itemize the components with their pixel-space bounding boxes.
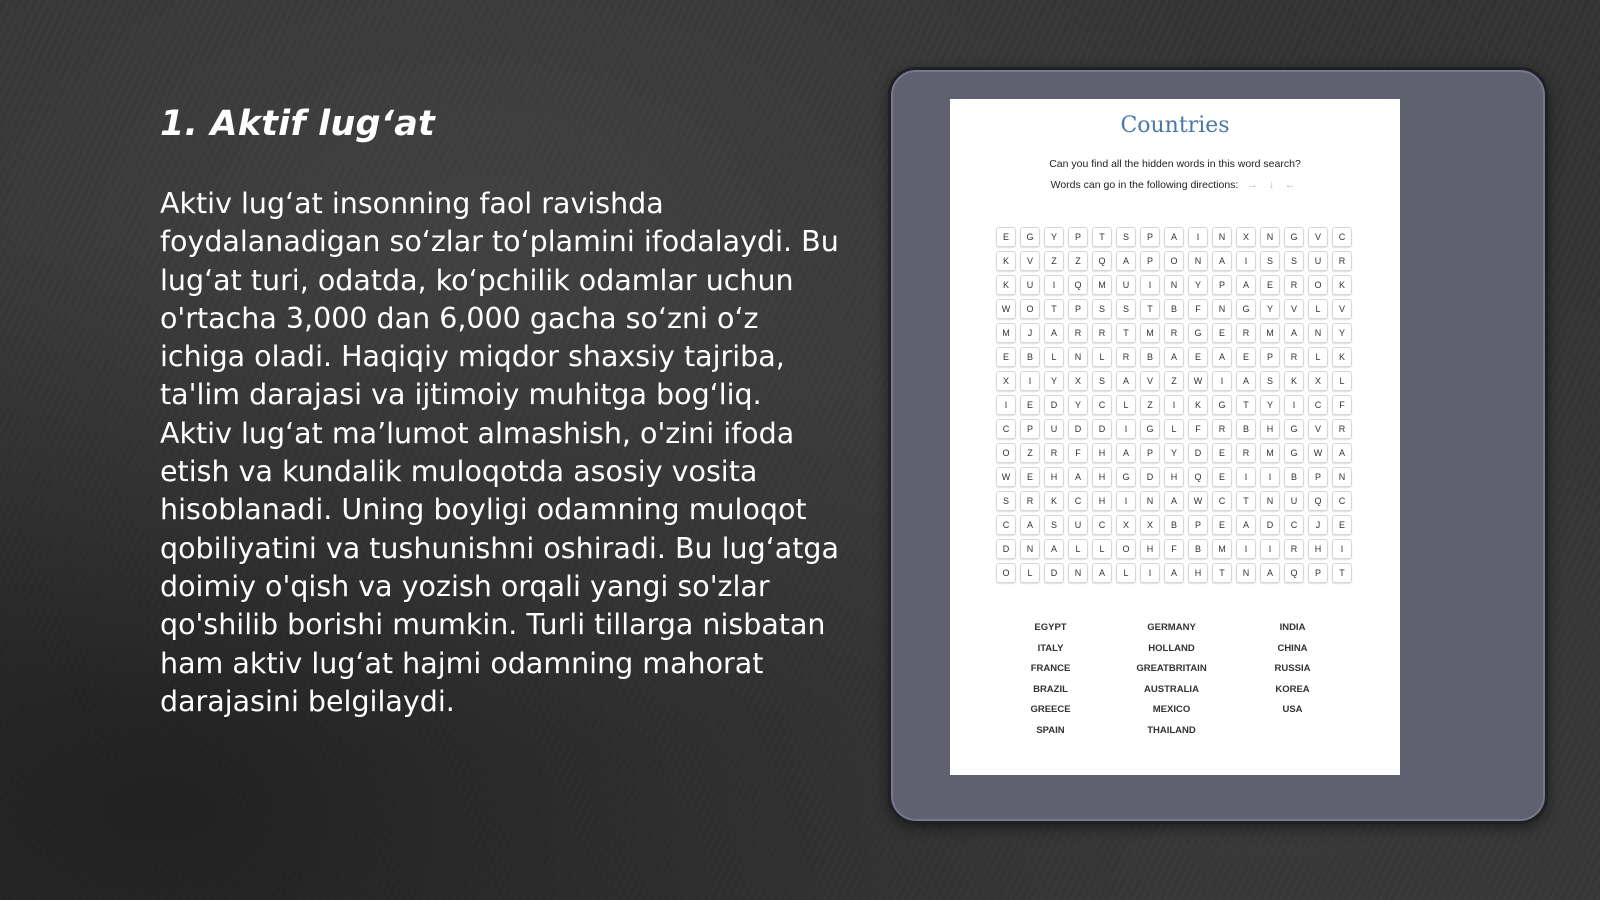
grid-cell: N [1260, 491, 1280, 511]
grid-cell: I [1020, 371, 1040, 391]
grid-cell: C [1212, 491, 1232, 511]
grid-cell: G [1116, 467, 1136, 487]
word-list-item: AUSTRALIA [1144, 683, 1199, 695]
grid-cell: U [1044, 419, 1064, 439]
grid-cell: C [1092, 515, 1112, 535]
grid-cell: L [1116, 395, 1136, 415]
grid-cell: S [1260, 251, 1280, 271]
grid-cell: G [1020, 227, 1040, 247]
grid-cell: S [1044, 515, 1064, 535]
grid-cell: N [1164, 275, 1184, 295]
grid-cell: A [1044, 539, 1064, 559]
grid-cell: X [1308, 371, 1328, 391]
grid-cell: X [996, 371, 1016, 391]
grid-cell: U [1284, 491, 1304, 511]
word-list-item: FRANCE [1030, 663, 1071, 675]
grid-cell: I [1044, 275, 1064, 295]
grid-cell: R [1236, 443, 1256, 463]
grid-cell: A [1164, 491, 1184, 511]
grid-cell: S [1092, 371, 1112, 391]
grid-cell: T [1236, 395, 1256, 415]
grid-cell: C [1332, 227, 1352, 247]
grid-cell: F [1164, 539, 1184, 559]
word-list-item: CHINA [1277, 642, 1308, 654]
grid-cell: R [1284, 275, 1304, 295]
grid-cell: O [1308, 275, 1328, 295]
grid-cell: I [1140, 275, 1160, 295]
grid-cell: I [1236, 539, 1256, 559]
grid-cell: I [1260, 467, 1280, 487]
grid-cell: Y [1332, 323, 1352, 343]
grid-cell: C [1068, 491, 1088, 511]
word-list-item: INDIA [1279, 622, 1306, 633]
grid-cell: Q [1284, 563, 1304, 583]
grid-cell: I [1140, 563, 1160, 583]
grid-cell: A [1020, 515, 1040, 535]
grid-cell: O [1020, 299, 1040, 319]
grid-cell: B [1164, 515, 1184, 535]
grid-cell: P [1068, 227, 1088, 247]
grid-cell: A [1068, 467, 1088, 487]
grid-cell: R [1284, 539, 1304, 559]
grid-cell: K [1332, 347, 1352, 367]
grid-cell: C [1308, 395, 1328, 415]
grid-cell: S [1092, 299, 1112, 319]
grid-cell: P [1140, 227, 1160, 247]
grid-cell: Y [1260, 299, 1280, 319]
grid-cell: H [1140, 539, 1160, 559]
grid-cell: J [1308, 515, 1328, 535]
grid-cell: A [1260, 563, 1280, 583]
grid-cell: E [1236, 347, 1256, 367]
grid-cell: G [1212, 395, 1232, 415]
worksheet-instruction: Can you find all the hidden words in this word search? [1049, 158, 1301, 170]
grid-cell: K [1332, 275, 1352, 295]
grid-cell: R [1068, 323, 1088, 343]
grid-cell: P [1260, 347, 1280, 367]
grid-cell: Y [1044, 227, 1064, 247]
grid-cell: V [1284, 299, 1304, 319]
grid-cell: I [1284, 395, 1304, 415]
grid-cell: P [1188, 515, 1208, 535]
grid-cell: U [1068, 515, 1088, 535]
grid-cell: L [1116, 563, 1136, 583]
grid-cell: P [1068, 299, 1088, 319]
grid-cell: B [1140, 347, 1160, 367]
grid-cell: S [996, 491, 1016, 511]
grid-cell: Z [1164, 371, 1184, 391]
grid-cell: A [1236, 371, 1256, 391]
grid-cell: D [1044, 395, 1064, 415]
grid-cell: O [1164, 251, 1184, 271]
grid-cell: Y [1164, 443, 1184, 463]
grid-cell: N [1188, 251, 1208, 271]
grid-cell: T [1332, 563, 1352, 583]
grid-cell: Z [1044, 251, 1064, 271]
grid-cell: K [1044, 491, 1064, 511]
grid-cell: I [1164, 395, 1184, 415]
grid-cell: F [1068, 443, 1088, 463]
word-list-item: GREECE [1030, 704, 1071, 716]
grid-cell: X [1068, 371, 1088, 391]
grid-cell: A [1164, 347, 1184, 367]
grid-cell: N [1332, 467, 1352, 487]
grid-cell: M [1140, 323, 1160, 343]
word-list-item: KOREA [1275, 683, 1310, 695]
grid-cell: Q [1188, 467, 1208, 487]
grid-cell: R [1164, 323, 1184, 343]
grid-cell: V [1020, 251, 1040, 271]
grid-cell: R [1044, 443, 1064, 463]
grid-cell: I [1236, 251, 1256, 271]
grid-cell: E [1020, 395, 1040, 415]
grid-cell: P [1140, 443, 1160, 463]
grid-cell: T [1236, 491, 1256, 511]
grid-cell: P [1212, 275, 1232, 295]
grid-cell: A [1284, 323, 1304, 343]
grid-cell: E [1212, 443, 1232, 463]
grid-cell: H [1092, 491, 1112, 511]
grid-cell: H [1308, 539, 1328, 559]
grid-cell: N [1068, 563, 1088, 583]
grid-cell: I [996, 395, 1016, 415]
grid-cell: M [1260, 443, 1280, 463]
word-list-item: BRAZIL [1033, 683, 1068, 695]
grid-cell: F [1188, 299, 1208, 319]
grid-cell: Q [1068, 275, 1088, 295]
grid-cell: G [1188, 323, 1208, 343]
grid-cell: G [1284, 419, 1304, 439]
grid-cell: R [1212, 419, 1232, 439]
word-list-item: GERMANY [1147, 622, 1196, 633]
word-list-item: HOLLAND [1148, 642, 1195, 654]
grid-cell: M [996, 323, 1016, 343]
grid-cell: K [1188, 395, 1208, 415]
grid-cell: Z [1140, 395, 1160, 415]
grid-cell: N [1212, 299, 1232, 319]
word-list-item [1232, 725, 1353, 746]
grid-cell: L [1092, 347, 1112, 367]
grid-cell: P [1308, 563, 1328, 583]
grid-cell: K [1284, 371, 1304, 391]
grid-cell: E [1188, 347, 1208, 367]
grid-cell: N [1260, 227, 1280, 247]
grid-cell: D [996, 539, 1016, 559]
grid-cell: R [1236, 323, 1256, 343]
word-list-item: RUSSIA [1274, 663, 1311, 675]
grid-cell: I [1116, 491, 1136, 511]
grid-cell: H [1092, 467, 1112, 487]
grid-cell: L [1332, 371, 1352, 391]
grid-cell: S [1116, 227, 1136, 247]
grid-cell: Z [1020, 443, 1040, 463]
grid-cell: L [1020, 563, 1040, 583]
grid-cell: A [1044, 323, 1064, 343]
grid-cell: D [1044, 563, 1064, 583]
grid-cell: W [1188, 491, 1208, 511]
grid-cell: H [1260, 419, 1280, 439]
grid-cell: I [1332, 539, 1352, 559]
grid-cell: C [1092, 395, 1112, 415]
grid-cell: N [1140, 491, 1160, 511]
word-list-item: SPAIN [1036, 724, 1065, 736]
grid-cell: N [1308, 323, 1328, 343]
grid-cell: O [1116, 539, 1136, 559]
grid-cell: S [1284, 251, 1304, 271]
grid-cell: L [1308, 347, 1328, 367]
grid-cell: I [1188, 227, 1208, 247]
grid-cell: A [1236, 515, 1256, 535]
grid-cell: D [1260, 515, 1280, 535]
grid-cell: X [1140, 515, 1160, 535]
worksheet-directions [950, 179, 1400, 191]
grid-cell: F [1332, 395, 1352, 415]
grid-cell: V [1332, 299, 1352, 319]
word-search-worksheet [950, 99, 1400, 775]
grid-cell: M [1212, 539, 1232, 559]
grid-cell: D [1092, 419, 1112, 439]
grid-cell: B [1164, 299, 1184, 319]
grid-cell: Y [1260, 395, 1280, 415]
grid-cell: A [1116, 371, 1136, 391]
grid-cell: M [1260, 323, 1280, 343]
grid-cell: T [1092, 227, 1112, 247]
grid-cell: K [996, 251, 1016, 271]
word-list-item: THAILAND [1147, 724, 1196, 736]
grid-cell: E [1260, 275, 1280, 295]
grid-cell: N [1068, 347, 1088, 367]
grid-cell: W [1308, 443, 1328, 463]
grid-cell: I [1260, 539, 1280, 559]
grid-cell: O [996, 563, 1016, 583]
grid-cell: D [1140, 467, 1160, 487]
directions-label: Words can go in the following directions: [1050, 179, 1239, 191]
grid-cell: L [1164, 419, 1184, 439]
grid-cell: G [1140, 419, 1160, 439]
grid-cell: L [1092, 539, 1112, 559]
grid-cell: X [1236, 227, 1256, 247]
grid-cell: H [1044, 467, 1064, 487]
grid-cell: B [1236, 419, 1256, 439]
grid-cell: Y [1068, 395, 1088, 415]
grid-cell: R [1332, 251, 1352, 271]
grid-cell: W [996, 467, 1016, 487]
grid-cell: K [996, 275, 1016, 295]
grid-cell: T [1212, 563, 1232, 583]
grid-cell: B [1020, 347, 1040, 367]
word-list-item: EGYPT [1034, 622, 1067, 633]
grid-cell: U [1308, 251, 1328, 271]
grid-cell: G [1284, 443, 1304, 463]
grid-cell: F [1188, 419, 1208, 439]
grid-cell: N [1020, 539, 1040, 559]
grid-cell: P [1308, 467, 1328, 487]
grid-cell: D [1188, 443, 1208, 463]
grid-cell: L [1044, 347, 1064, 367]
grid-cell: Q [1308, 491, 1328, 511]
grid-cell: R [1116, 347, 1136, 367]
grid-cell: C [1284, 515, 1304, 535]
grid-cell: A [1212, 251, 1232, 271]
word-list-item: ITALY [1037, 642, 1064, 654]
grid-cell: Y [1044, 371, 1064, 391]
grid-cell: S [1260, 371, 1280, 391]
grid-cell: X [1116, 515, 1136, 535]
grid-cell: A [1332, 443, 1352, 463]
grid-cell: P [1020, 419, 1040, 439]
grid-cell: Z [1068, 251, 1088, 271]
grid-cell: T [1044, 299, 1064, 319]
grid-cell: R [1332, 419, 1352, 439]
word-list-item: MEXICO [1152, 704, 1191, 716]
grid-cell: Q [1092, 251, 1112, 271]
grid-cell: M [1092, 275, 1112, 295]
grid-cell: E [1212, 515, 1232, 535]
letter-grid [994, 225, 1354, 585]
grid-cell: E [1020, 467, 1040, 487]
word-list [990, 622, 1353, 746]
grid-cell: Y [1188, 275, 1208, 295]
grid-cell: H [1164, 467, 1184, 487]
grid-cell: W [996, 299, 1016, 319]
grid-cell: W [1188, 371, 1208, 391]
grid-cell: A [1236, 275, 1256, 295]
grid-cell: T [1116, 323, 1136, 343]
grid-cell: H [1092, 443, 1112, 463]
grid-cell: C [996, 419, 1016, 439]
grid-cell: U [1116, 275, 1136, 295]
grid-cell: R [1020, 491, 1040, 511]
grid-cell: A [1164, 563, 1184, 583]
slide-title: 1. Aktif lug‘at [160, 104, 435, 144]
grid-cell: I [1212, 371, 1232, 391]
grid-cell: N [1236, 563, 1256, 583]
grid-cell: I [1236, 467, 1256, 487]
grid-cell: S [1116, 299, 1136, 319]
direction-arrows-icon: → ↓ ← [1247, 179, 1300, 191]
grid-cell: C [996, 515, 1016, 535]
grid-cell: V [1140, 371, 1160, 391]
grid-cell: L [1308, 299, 1328, 319]
grid-cell: A [1212, 347, 1232, 367]
grid-cell: B [1188, 539, 1208, 559]
grid-cell: G [1284, 227, 1304, 247]
grid-cell: B [1284, 467, 1304, 487]
grid-cell: J [1020, 323, 1040, 343]
grid-cell: I [1116, 419, 1136, 439]
grid-cell: V [1308, 419, 1328, 439]
grid-cell: N [1212, 227, 1232, 247]
grid-cell: E [1212, 467, 1232, 487]
grid-cell: U [1020, 275, 1040, 295]
grid-cell: E [996, 227, 1016, 247]
grid-cell: O [996, 443, 1016, 463]
grid-cell: C [1332, 491, 1352, 511]
grid-cell: E [1212, 323, 1232, 343]
grid-cell: A [1164, 227, 1184, 247]
grid-cell: L [1068, 539, 1088, 559]
grid-cell: P [1140, 251, 1160, 271]
word-list-item: GREATBRITAIN [1136, 663, 1207, 675]
grid-cell: A [1116, 251, 1136, 271]
worksheet-title: Countries [1120, 113, 1230, 138]
grid-cell: A [1092, 563, 1112, 583]
grid-cell: D [1068, 419, 1088, 439]
grid-cell: E [996, 347, 1016, 367]
grid-cell: R [1092, 323, 1112, 343]
grid-cell: R [1284, 347, 1304, 367]
grid-cell: E [1332, 515, 1352, 535]
grid-cell: A [1116, 443, 1136, 463]
grid-cell: H [1188, 563, 1208, 583]
slide-body-text: Aktiv lug‘at insonning faol ravishda foydalanadigan so‘zlar to‘plamini ifodalaydi. Bu lug‘at turi, odatda, ko‘pchilik odamlar uchun o'rtacha 3,000 dan 6,000 gacha so‘zni o‘z ichiga oladi. Haqiqiy miqdor shaxsiy tajriba, ta'lim darajasi va ijtimoiy muhitga bog‘liq. Aktiv lug‘at ma’lumot almashish, o'zini ifoda etish va kundalik muloqotda asosiy vosita hisoblanadi. Uning boyligi odamning muloqot qobiliyatini va tushunishni oshiradi. Bu lug‘atga doimiy o'qish va yozish orqali yangi so'zlar qo'shilib borishi mumkin. Turli tillarga nisbatan ham aktiv lug‘at hajmi odamning mahorat darajasini belgilaydi. [160, 187, 839, 718]
grid-cell: T [1140, 299, 1160, 319]
grid-cell: V [1308, 227, 1328, 247]
grid-cell: G [1236, 299, 1256, 319]
word-list-item: USA [1282, 704, 1303, 716]
